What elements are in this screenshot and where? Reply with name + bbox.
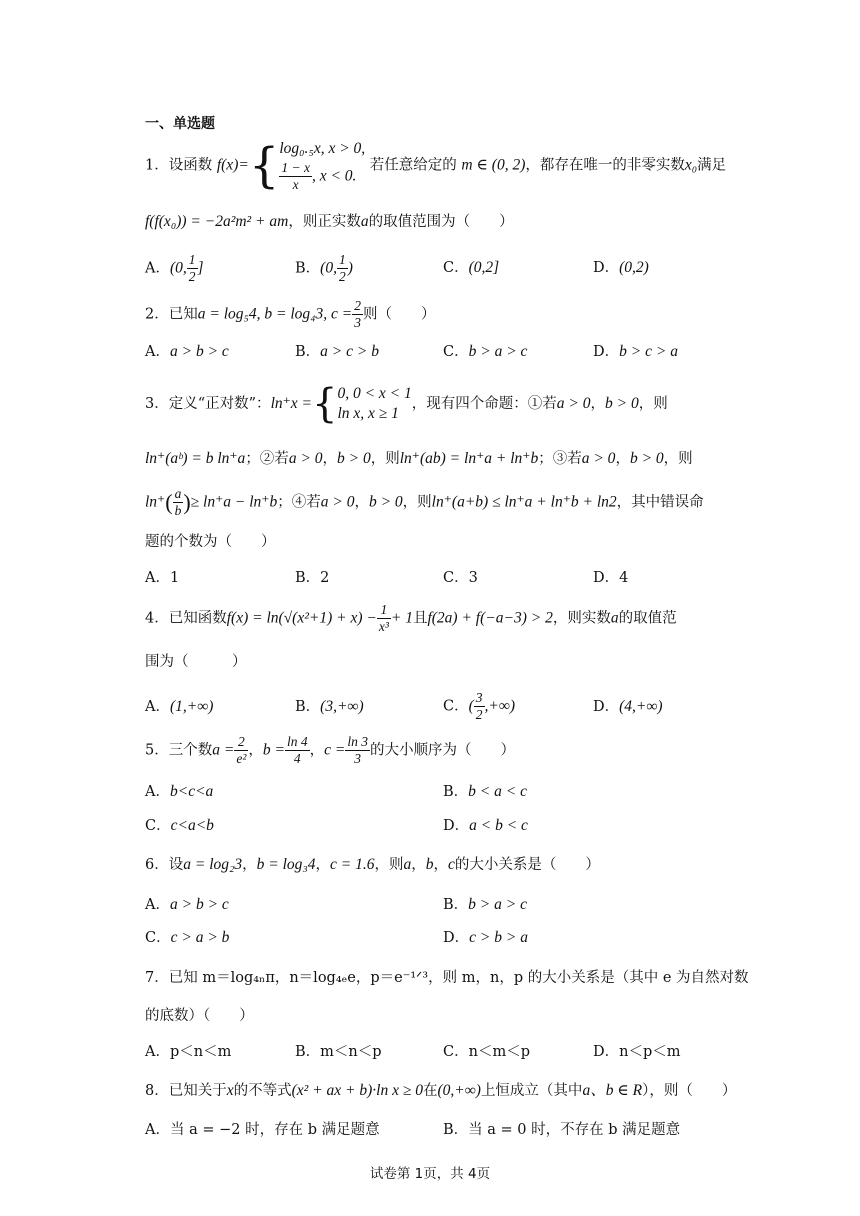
q1-var-a: a xyxy=(360,213,369,230)
question-4-line-1: 4．已知函数f(x) = ln(√(x²+1) + x) − $\frac{1}{\text{x³}}$ + 1且f(2a) + f(−a−3) > 2，则实数a的取值范 xyxy=(145,602,677,634)
q1-case-1: log₀.₅x, x > 0, xyxy=(279,140,366,157)
q1-text-5: ，则正实数 xyxy=(288,214,361,230)
q3-option-c[interactable]: C．3 xyxy=(443,570,478,586)
q6-option-a[interactable]: A．a > b > c xyxy=(145,896,229,913)
q6-option-d[interactable]: D．c > b > a xyxy=(443,929,528,946)
page-footer: 试卷第 1页，共 4页 xyxy=(369,1166,491,1182)
q3-option-d[interactable]: D．4 xyxy=(593,570,629,586)
brace-glyph-2: { xyxy=(312,381,338,427)
q1-case-2-den: x xyxy=(292,177,299,192)
q1-m-in: m ∈ (0, 2) xyxy=(461,156,526,174)
q1-option-c[interactable]: C．(0,2] xyxy=(443,259,500,276)
question-4-line-2: 围为（ ） xyxy=(145,654,247,670)
q4-option-a[interactable]: A．(1,+∞) xyxy=(145,698,214,715)
question-8-stem: 8．已知关于x的不等式(x² + ax + b)·ln x ≥ 0在(0,+∞)上恒成立（其中a、b ∈ R），则（ ） xyxy=(145,1082,737,1099)
q1-text-2: 若任意给定的 xyxy=(369,157,457,174)
q1-option-a[interactable]: A．(0, $\frac{1}{2}$ ] xyxy=(145,252,204,284)
question-3-line-3: ln⁺( $\frac{a}{b}$ )≥ ln⁺a − ln⁺b；④若a > 0，b > 0，则ln⁺(a+b) ≤ ln⁺a + ln⁺b + ln2，其中错误命 xyxy=(145,486,704,518)
q1-equation: f(f(x₀)) = −2a²m² + am xyxy=(145,213,289,230)
question-3-line-2: ln⁺(aᵇ) = b ln⁺a；②若a > 0，b > 0，则ln⁺(ab) = ln⁺a + ln⁺b；③若a > 0，b > 0，则 xyxy=(145,450,693,467)
q5-option-b[interactable]: B．b < a < c xyxy=(443,783,527,800)
q7-option-b[interactable]: B．m＜n＜p xyxy=(295,1044,382,1060)
question-1-line-2 xyxy=(145,212,514,232)
q8-option-a[interactable]: A．当 a = −2 时，存在 b 满足题意 xyxy=(145,1122,380,1138)
q1-text-6: 的取值范围为（ ） xyxy=(368,214,514,230)
q6-option-b[interactable]: B．b > a > c xyxy=(443,896,527,913)
question-3-line-1: 3．定义“正对数”：ln⁺x ={ 0, 0 < x < 1 ln x, x ≥ 1 ，现有四个命题：①若a > 0，b > 0，则 xyxy=(145,381,668,427)
question-1-line-1 xyxy=(145,138,726,198)
q5-option-c[interactable]: C．c<a<b xyxy=(145,817,214,834)
q1-text-4: 满足 xyxy=(697,157,727,174)
q4-option-c[interactable]: C．( $\frac{3}{2}$ ,+∞) xyxy=(443,690,516,722)
q1-function: f(x)= xyxy=(216,156,249,174)
q7-option-d[interactable]: D．n＜p＜m xyxy=(593,1044,681,1060)
q2-option-d[interactable]: D．b > c > a xyxy=(593,343,678,360)
q2-option-c[interactable]: C．b > a > c xyxy=(443,343,528,360)
q2-option-b[interactable]: B．a > c > b xyxy=(295,343,379,360)
question-6-stem: 6．设a = log₂3，b = log₃4，c = 1.6，则a，b，c的大小关系是（ ） xyxy=(145,856,600,873)
q4-option-d[interactable]: D．(4,+∞) xyxy=(593,698,663,715)
q2-option-a[interactable]: A．a > b > c xyxy=(145,343,229,360)
q1-option-b[interactable]: B．(0, $\frac{1}{2}$ ) xyxy=(295,252,353,284)
question-3-line-4: 题的个数为（ ） xyxy=(145,534,276,550)
q3-option-b[interactable]: B．2 xyxy=(295,570,330,586)
q1-text-3: ，都存在唯一的非零实数 xyxy=(525,157,685,174)
q6-option-c[interactable]: C．c > a > b xyxy=(145,929,230,946)
q5-option-a[interactable]: A．b<c<a xyxy=(145,783,214,800)
q1-prefix: 1．设函数 xyxy=(145,157,213,174)
q7-option-c[interactable]: C．n＜m＜p xyxy=(443,1044,530,1060)
q1-cases xyxy=(279,138,365,193)
question-5-stem: 5．三个数a = $\frac{2}{\text{e²}}$ ，b = $\frac{\ln 4}{4}$ ，c = $\frac{\ln 3}{3}$ 的大小顺序为（ ） xyxy=(145,734,515,766)
q1-case-2-num: 1 − x xyxy=(281,160,310,175)
q1-option-d[interactable]: D．(0,2) xyxy=(593,259,649,276)
question-7-line-1: 7．已知 m＝log₄ₙπ，n＝log₄ₑe，p＝e⁻¹ᐟ³，则 m，n，p 的大小关系是（其中 e 为自然对数 xyxy=(145,970,749,986)
q1-case-2-tail: , x < 0. xyxy=(311,167,357,185)
q3-option-a[interactable]: A．1 xyxy=(145,570,180,586)
question-2-stem: 2．已知a = log₅4, b = log₄3, c = $\frac{2}{3}$ 则（ ） xyxy=(145,298,436,330)
question-7-line-2: 的底数）（ ） xyxy=(145,1008,254,1024)
q4-option-b[interactable]: B．(3,+∞) xyxy=(295,698,364,715)
q8-option-b[interactable]: B．当 a = 0 时，不存在 b 满足题意 xyxy=(443,1122,681,1138)
q7-option-a[interactable]: A．p＜n＜m xyxy=(145,1044,232,1060)
q5-option-d[interactable]: D．a < b < c xyxy=(443,817,528,834)
section-title: 一、单选题 xyxy=(145,116,215,132)
brace-glyph: { xyxy=(248,137,280,194)
q1-x0: x₀ xyxy=(684,156,698,174)
